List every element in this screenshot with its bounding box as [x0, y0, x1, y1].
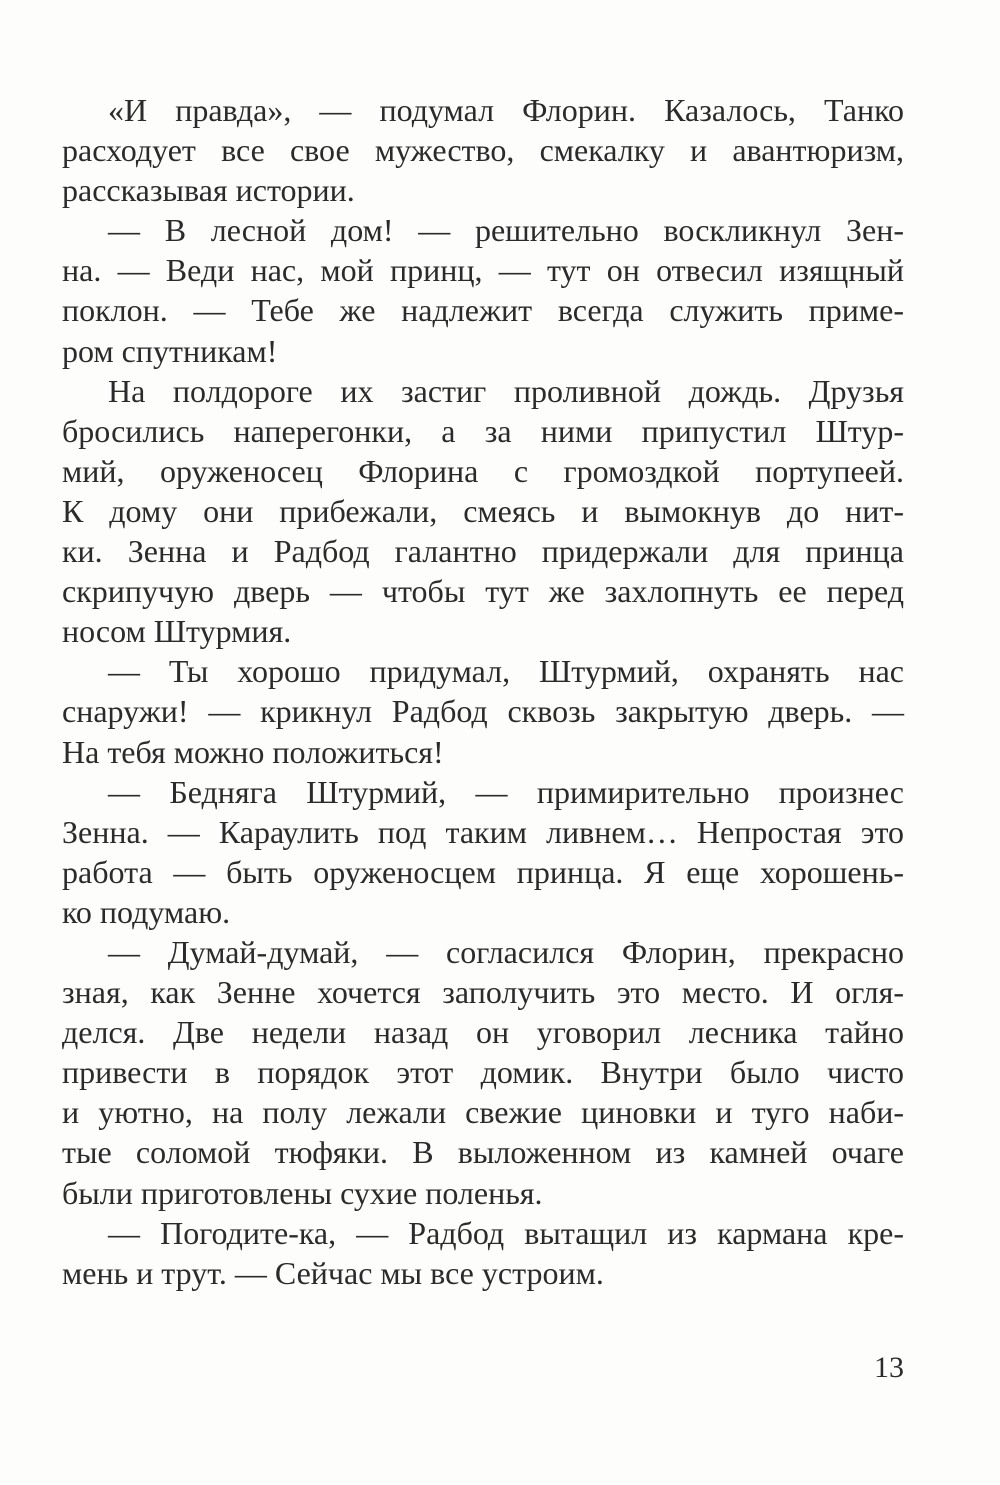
text-line: ром спутникам! [62, 332, 278, 369]
text-line: Зенна. — Караулить под таким ливнем… Непростая это [62, 813, 904, 850]
text-line: бросились наперегонки, а за ними припустил Штур- [62, 412, 904, 449]
text-line: — Бедняга Штурмий, — примирительно произнес [108, 773, 904, 810]
text-line: — Погодите-ка, — Радбод вытащил из кармана кре- [108, 1214, 904, 1251]
text-line: К дому они прибежали, смеясь и вымокнув до нит- [62, 492, 904, 529]
text-line: рассказывая истории. [62, 172, 355, 209]
text-line: на. — Веди нас, мой принц, — тут он отвесил изящный [62, 252, 904, 289]
text-line: — В лесной дом! — решительно воскликнул Зен- [108, 212, 904, 249]
page-number: 13 [874, 1351, 904, 1384]
text-line: были приготовлены сухие поленья. [62, 1174, 543, 1211]
text-line: ко подумаю. [62, 893, 231, 930]
text-line: и уютно, на полу лежали свежие циновки и туго наби- [62, 1094, 904, 1131]
text-line: ки. Зенна и Радбод галантно придержали для принца [62, 533, 904, 570]
text-line: — Ты хорошо придумал, Штурмий, охранять нас [108, 653, 904, 690]
text-line: мень и трут. — Сейчас мы все устроим. [62, 1254, 604, 1291]
text-line: носом Штурмия. [62, 613, 292, 650]
text-line: расходует все свое мужество, смекалку и авантюризм, [62, 132, 904, 169]
text-line: работа — быть оруженосцем принца. Я еще хорошень- [62, 853, 904, 890]
text-line: мий, оруженосец Флорина с громоздкой портупеей. [62, 452, 904, 489]
text-line: скрипучую дверь — чтобы тут же захлопнуть ее перед [62, 573, 904, 610]
text-line: снаружи! — крикнул Радбод сквозь закрытую дверь. — [62, 693, 904, 730]
body-text [62, 90, 904, 1293]
text-line: поклон. — Тебе же надлежит всегда служить приме- [62, 292, 904, 329]
text-line: тые соломой тюфяки. В выложенном из камней очаге [62, 1134, 904, 1171]
text-line: «И правда», — подумал Флорин. Казалось, Танко [108, 92, 904, 128]
text-line: зная, как Зенне хочется заполучить это место. И огля- [62, 974, 904, 1011]
text-line: На тебя можно положиться! [62, 733, 444, 770]
text-line: На полдороге их застиг проливной дождь. Друзья [108, 372, 904, 409]
text-line: — Думай-думай, — согласился Флорин, прекрасно [108, 933, 904, 970]
text-line: привести в порядок этот домик. Внутри было чисто [62, 1054, 904, 1091]
text-line: делся. Две недели назад он уговорил лесника тайно [62, 1014, 904, 1051]
